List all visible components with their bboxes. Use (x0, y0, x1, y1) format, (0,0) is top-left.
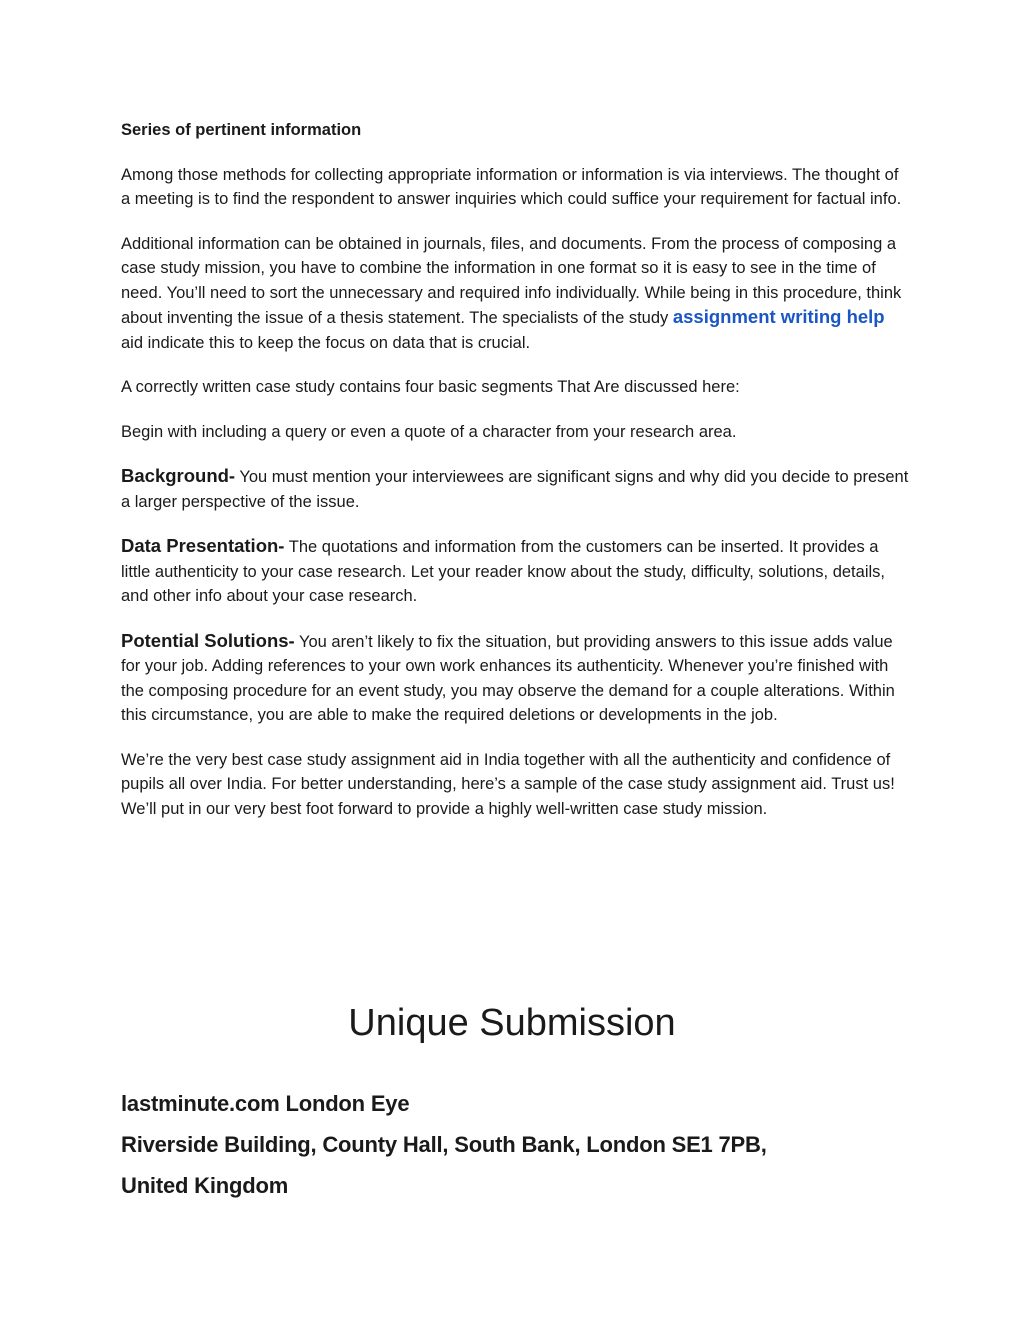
paragraph-data-presentation (121, 534, 911, 609)
paragraph-closing: We’re the very best case study assignment aid in India together with all the authenticity and confidence of pupils all over India. For better understanding, here’s a sample of the case study assignment aid. Trust us! We’ll put in our very best foot forward to provide a highly well-written case study mission. (121, 750, 895, 818)
assignment-writing-help-link[interactable]: assignment writing help (672, 306, 885, 327)
paragraph-segments-intro: A correctly written case study contains four basic segments That Are discussed here: (121, 378, 740, 396)
potential-solutions-lead: Potential Solutions- (121, 629, 295, 651)
section-heading: Series of pertinent information (121, 121, 362, 139)
paragraph-text: You aren’t likely to fix the situation, but providing answers to this issue adds value for your job. Adding references to your own work enhances its authenticity. Whenever you’re finished with the composing procedure for an event study, you may observe the demand for a couple alterations. Within this circumstance, you are able to make the required deletions or developments in the job. (121, 632, 895, 724)
paragraph-text: Additional information can be obtained in journals, files, and documents. From the process of composing a case study mission, you have to combine the information in one format so it is easy to see in the time of need. You’ll need to sort the unnecessary and required info individually. While being in this procedure, think about inventing the issue of a thesis statement. The specialists of the study (121, 234, 902, 327)
address-line-2: Riverside Building, County Hall, South Bank, London SE1 7PB, (121, 1132, 767, 1157)
document-body (121, 118, 911, 841)
paragraph-background (121, 464, 911, 514)
paragraph-additional-info (121, 232, 911, 356)
paragraph-text: The quotations and information from the customers can be inserted. It provides a little authenticity to your case research. Let your reader know about the study, difficulty, solutions, details, and other info about your case research. (121, 538, 885, 605)
paragraph-interviews: Among those methods for collecting appropriate information or information is via interviews. The thought of a meeting is to find the respondent to answer inquiries which could suffice your requirement for factual info. (121, 165, 902, 208)
unique-submission-title: Unique Submission (348, 1002, 676, 1044)
paragraph-begin: Begin with including a query or even a quote of a character from your research area. (121, 422, 737, 441)
address-line-3: United Kingdom (121, 1173, 289, 1198)
paragraph-text: aid indicate this to keep the focus on data that is crucial. (121, 333, 531, 352)
address-block (121, 1083, 921, 1206)
paragraph-potential-solutions (121, 629, 911, 728)
address-line-1: lastminute.com London Eye (121, 1091, 410, 1116)
background-lead: Background- (121, 465, 236, 486)
data-presentation-lead: Data Presentation- (121, 535, 285, 556)
paragraph-text: You must mention your interviewees are significant signs and why did you decide to present a larger perspective of the issue. (121, 468, 909, 511)
